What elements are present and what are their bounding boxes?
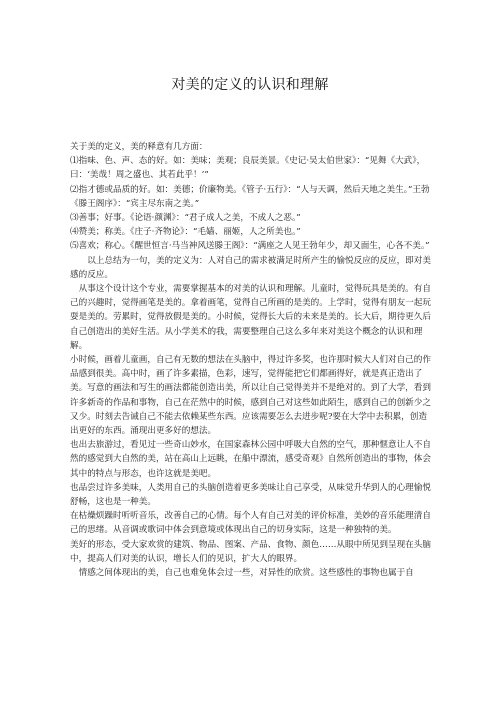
body-paragraph: 小时候，画着儿童画，自己有无数的想法在头脑中，得过许多奖，也许那时候大人们对自己的作品感到很美。高中时，画了许多素描，色彩，速写，觉得能把它们都画得好，就是真正造出了美。写意的画法和写生的画法都能创造出美，所以让自己觉得美并不是绝对的。到了大学，看到许多新奇的作品和事物，自己在茫然中的时候，感到自己对这些如此陌生，感到自己的创新少之又少。时刻去告诫自己不能去依赖某些东西。应该需要怎么去进步呢?要在大学中去积累，创造出更好的东西。涌现出更多好的想法。 [70,355,431,437]
summary-paragraph: 以上总结为一句，美的定义为：人对自己的需求被满足时所产生的愉悦反应的反应，即对美感的反应。 [70,255,431,280]
document-body [70,140,435,580]
body-paragraph: 也品尝过许多美味，人类用自己的头脑创造着更多美味让自己享受，从味觉升华到人的心理愉悦舒畅，这也是一种美。 [70,482,431,508]
definition-item-1: ⑴指味、色、声、态的好。如：美味；美观；良辰美景。《史记·吴太伯世家》：“见舞《大武》，曰：‘美哉！周之盛也、其若此乎！’” [70,156,426,181]
document-title: 对美的定义的认识和理解 [171,77,329,93]
body-paragraph: 美好的形态，受大家欢赏的建筑、物品、图案、产品、食物、颜色……从眼中所见到呈现在头脑中，提高人们对美的认识，增长人们的见识，扩大人的眼界。 [70,539,431,564]
definition-item-3: ⑶善事；好事。《论语·颜渊》：“君子成人之美，不成人之恶。” [70,213,301,224]
body-paragraph: 从事这个设计这个专业，需要掌握基本的对美的认识和理解。儿童时，觉得玩具是美的。有自己的兴趣时，觉得画笔是美的。拿着画笔，觉得自己所画的是美的。上学时，觉得有朋友一起玩耍是美的。劳累时，觉得放假是美的。小时候，觉得长大后的未来是美的。长大后，期待更久后自己创造出的美好生活。从小学美术的我，需要整理自己这么多年来对美这个概念的认识和理解。 [70,284,431,351]
definition-item-5: ⑸喜欢；称心。《醒世恒言·马当神风送滕王阁》：“满座之人见王勃年少，却又面生，心各不美。” [70,241,430,252]
body-paragraph: 关于美的定义，美的释意有几方面： [70,142,208,152]
definition-item-4: ⑷赞美；称美。《庄子·齐物论》：“毛嫱、丽姬，人之所美也。” [70,227,301,238]
body-paragraph: 在枯燥烦躁时听听音乐，改善自己的心情。每个人有自己对美的评价标准，美妙的音乐能理清自己的思绪。从音调或歌词中体会到意境或体现出自己的切身实际，这是一种独特的美。 [70,511,431,536]
body-paragraph: 也出去旅游过，看见过一些奇山妙水，在国家森林公园中呼吸大自然的空气，那种惬意让人不自然的感觉到大自然的美，站在高山上远眺，在船中漂流，感受奇观》自然所创造出的事物，体会其中的特点与形态，也许这就是美吧。 [70,440,431,479]
definition-item-2: ⑵指才德或品质的好。如：美德；价廉物美。《管子·五行》：“人与天调，然后天地之美生。”王勃《滕王阁序》：“宾主尽东南之美。” [70,184,430,209]
body-paragraph: 情感之间体现出的美，自己也难免体会过一些，对异性的欣赏。这些感性的事物也属于自 [78,568,414,579]
